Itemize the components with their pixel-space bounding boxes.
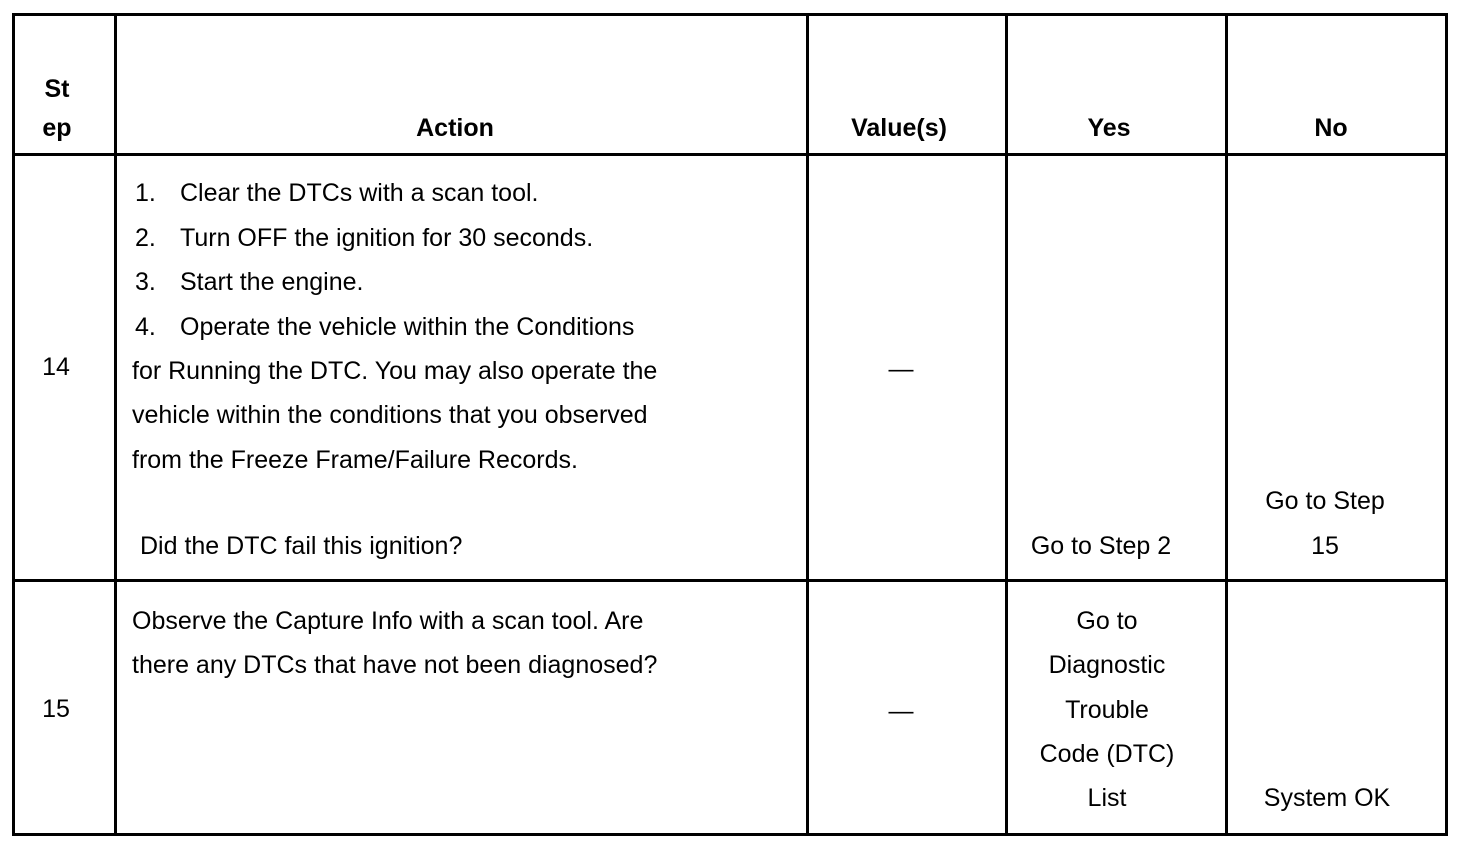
table-border-left: [12, 13, 15, 836]
yes-cell-line: Diagnostic: [1048, 651, 1166, 679]
yes-cell-line: Code (DTC): [1039, 740, 1175, 768]
row-divider: [12, 579, 1448, 582]
action-text-line: from the Freeze Frame/Failure Records.: [132, 446, 578, 474]
step-number: 14: [42, 353, 70, 381]
action-step-number: 2.: [135, 224, 156, 252]
column-divider-action-values: [806, 13, 809, 836]
no-cell-line: Go to Step: [1265, 487, 1385, 515]
header-step-line2: ep: [42, 114, 72, 142]
step-number: 15: [42, 695, 70, 723]
value-cell: —: [888, 697, 914, 725]
table-border-top: [12, 13, 1448, 16]
header-yes: Yes: [1087, 114, 1131, 142]
no-cell-line: 15: [1311, 532, 1339, 560]
column-divider-values-yes: [1005, 13, 1008, 836]
action-step-text: Turn OFF the ignition for 30 seconds.: [180, 224, 594, 252]
action-text-line: for Running the DTC. You may also operate the: [132, 357, 658, 385]
action-step-number: 4.: [135, 313, 156, 341]
action-step-text: Clear the DTCs with a scan tool.: [180, 179, 539, 207]
header-no: No: [1314, 114, 1348, 142]
action-step-text: Start the engine.: [180, 268, 364, 296]
header-step-line1: St: [44, 75, 70, 103]
action-text-line: vehicle within the conditions that you observed: [132, 401, 648, 429]
action-text-line: Observe the Capture Info with a scan tool. Are: [132, 607, 644, 635]
action-step-text: Operate the vehicle within the Conditions: [180, 313, 635, 341]
yes-cell: Go to Step 2: [1030, 532, 1172, 560]
value-cell: —: [888, 355, 914, 383]
action-step-number: 1.: [135, 179, 156, 207]
action-text-line: there any DTCs that have not been diagnosed?: [132, 651, 658, 679]
column-divider-step-action: [114, 13, 117, 836]
header-action: Action: [416, 114, 494, 142]
yes-cell-line: Trouble: [1065, 696, 1149, 724]
yes-cell-line: List: [1087, 784, 1127, 812]
header-divider: [12, 153, 1448, 156]
no-cell: System OK: [1263, 784, 1391, 812]
yes-cell-line: Go to: [1076, 607, 1138, 635]
table-border-bottom: [12, 833, 1448, 836]
action-step-number: 3.: [135, 268, 156, 296]
column-divider-yes-no: [1225, 13, 1228, 836]
table-border-right: [1445, 13, 1448, 836]
header-values: Value(s): [851, 114, 947, 142]
action-question: Did the DTC fail this ignition?: [140, 532, 463, 560]
